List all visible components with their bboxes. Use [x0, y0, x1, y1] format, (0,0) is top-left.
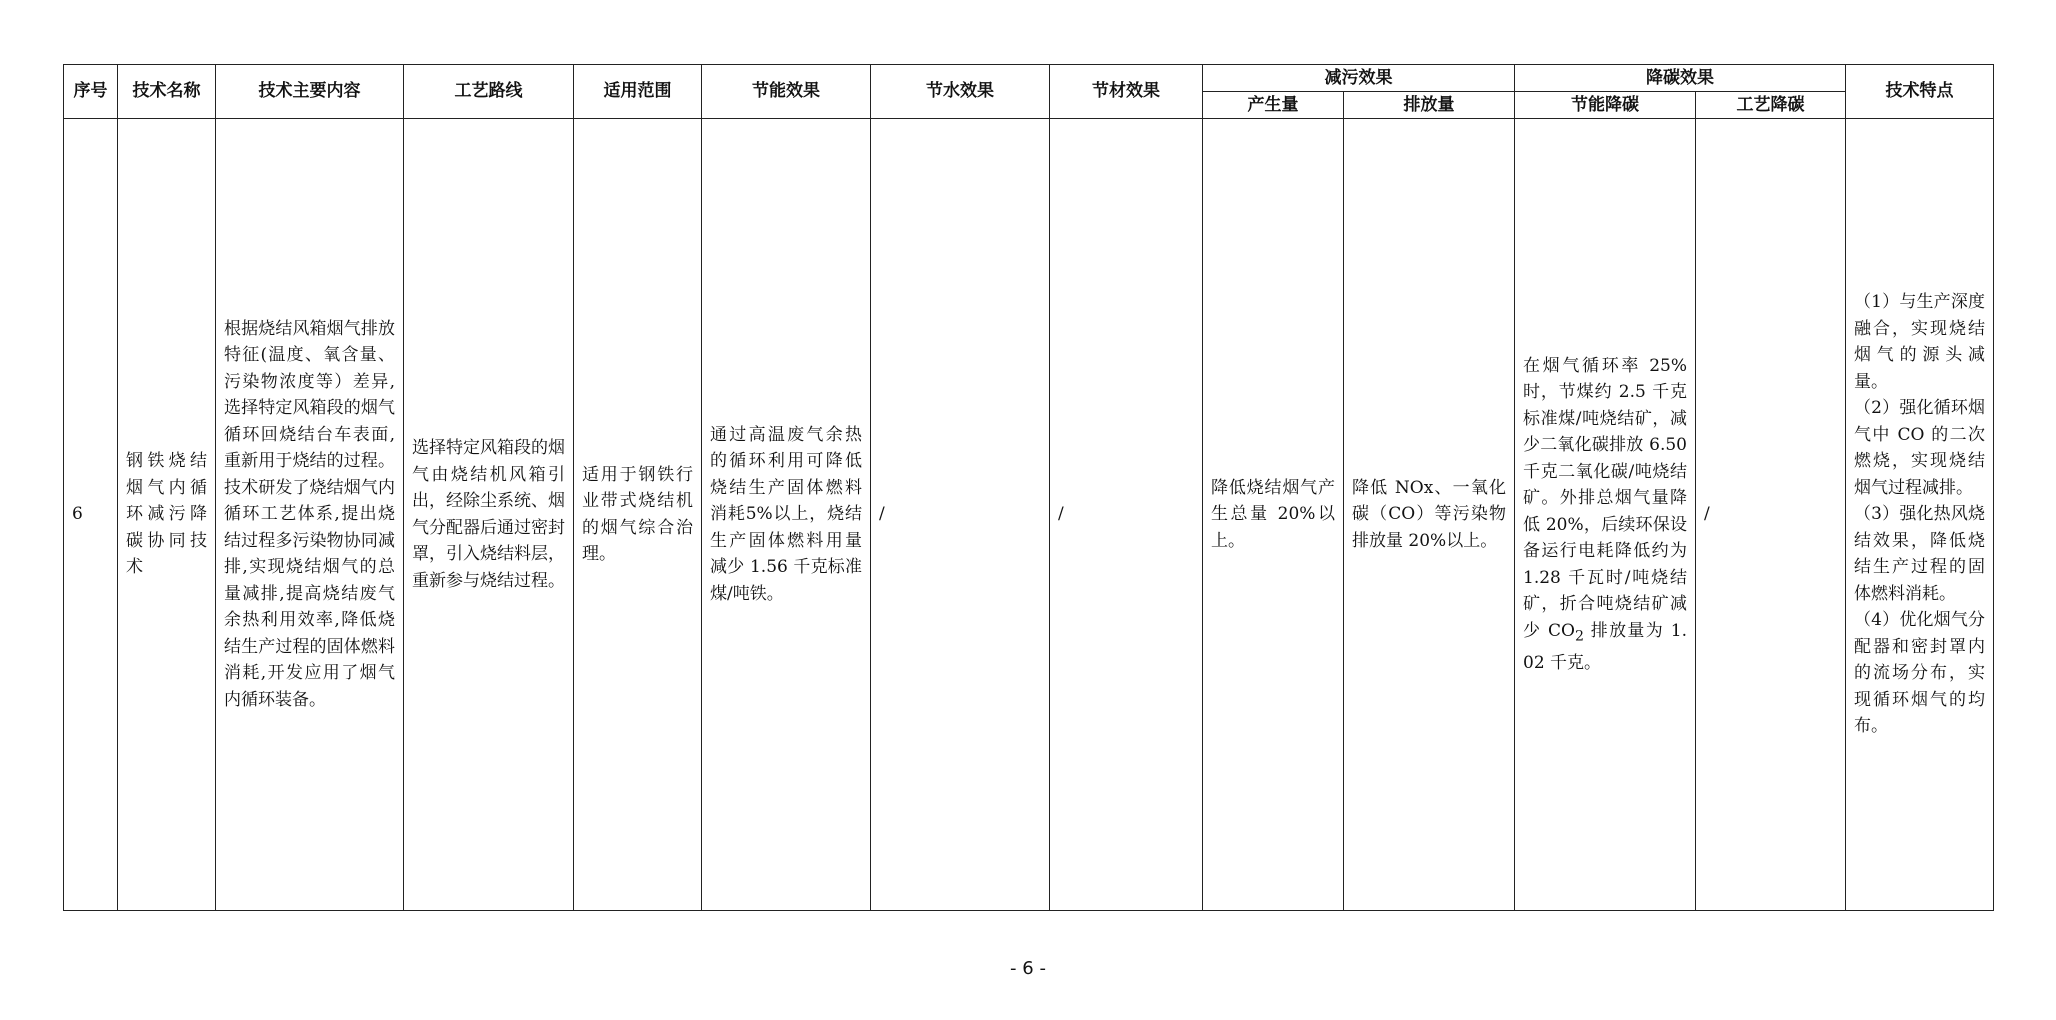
table-row [64, 119, 1994, 911]
cell-main-content: 根据烧结风箱烟气排放特征(温度、氧含量、污染物浓度等）差异,选择特定风箱段的烟气循环回烧结台车表面,重新用于烧结的过程。技术研发了烧结烟气内循环工艺体系,提出烧结过程多污染物协同减排,实现烧结烟气的总量减排,提高烧结废气余热利用效率,降低烧结生产过程的固体燃料消耗,开发应用了烟气内循环装备。 [216, 119, 404, 911]
cell-carbon-energy [1515, 119, 1696, 911]
header-carbon-energy: 节能降碳 [1515, 92, 1696, 119]
cell-features [1846, 119, 1994, 911]
header-main-content: 技术主要内容 [216, 65, 404, 119]
cell-pollution-emission: 降低 NOx、一氧化碳（CO）等污染物排放量 20%以上。 [1344, 119, 1515, 911]
header-features: 技术特点 [1846, 65, 1994, 119]
technology-table [63, 64, 1994, 911]
features-list [1846, 289, 1993, 740]
header-carbon-process: 工艺降碳 [1696, 92, 1846, 119]
cell-water-saving: / [871, 119, 1050, 911]
header-pollution-reduction: 减污效果 [1203, 65, 1515, 92]
header-scope: 适用范围 [574, 65, 702, 119]
header-tech-name: 技术名称 [118, 65, 216, 119]
header-pollution-generation: 产生量 [1203, 92, 1344, 119]
header-process-route: 工艺路线 [404, 65, 574, 119]
header-pollution-emission: 排放量 [1344, 92, 1515, 119]
page-number: - 6 - [1010, 958, 1046, 979]
cell-process-route: 选择特定风箱段的烟气由烧结机风箱引出，经除尘系统、烟气分配器后通过密封罩，引入烧结料层，重新参与烧结过程。 [404, 119, 574, 911]
feature-item: （3）强化热风烧结效果，降低烧结生产过程的固体燃料消耗。 [1854, 504, 1985, 604]
carbon-energy-text: 在烟气循环率 25%时，节煤约 2.5 千克标准煤/吨烧结矿，减少二氧化碳排放 6.50 千克二氧化碳/吨烧结矿。外排总烟气量降低 20%，后续环保设备运行电耗降低约为 1.28 千瓦时/吨烧结矿，折合吨烧结矿减少 $CO_2$ 排放量为 1.02 千克。 [1523, 355, 1687, 673]
cell-pollution-generation: 降低烧结烟气产生总量 20%以上。 [1203, 119, 1344, 911]
header-carbon-reduction: 降碳效果 [1515, 65, 1846, 92]
cell-material-saving: / [1050, 119, 1203, 911]
header-seq: 序号 [64, 65, 118, 119]
feature-item: （1）与生产深度融合，实现烧结烟气的源头减量。 [1854, 292, 1985, 392]
feature-item: （2）强化循环烟气中 CO 的二次燃烧，实现烧结烟气过程减排。 [1854, 398, 1985, 498]
header-energy-saving: 节能效果 [702, 65, 871, 119]
cell-energy-saving: 通过高温废气余热的循环利用可降低烧结生产固体燃料消耗5%以上，烧结生产固体燃料用量减少 1.56 千克标准煤/吨铁。 [702, 119, 871, 911]
header-material-saving: 节材效果 [1050, 65, 1203, 119]
cell-carbon-process: / [1696, 119, 1846, 911]
cell-tech-name: 钢铁烧结烟气内循环减污降碳协同技术 [118, 119, 216, 911]
cell-scope: 适用于钢铁行业带式烧结机的烟气综合治理。 [574, 119, 702, 911]
cell-seq: 6 [64, 119, 118, 911]
feature-item: （4）优化烟气分配器和密封罩内的流场分布，实现循环烟气的均布。 [1854, 610, 1985, 737]
header-water-saving: 节水效果 [871, 65, 1050, 119]
